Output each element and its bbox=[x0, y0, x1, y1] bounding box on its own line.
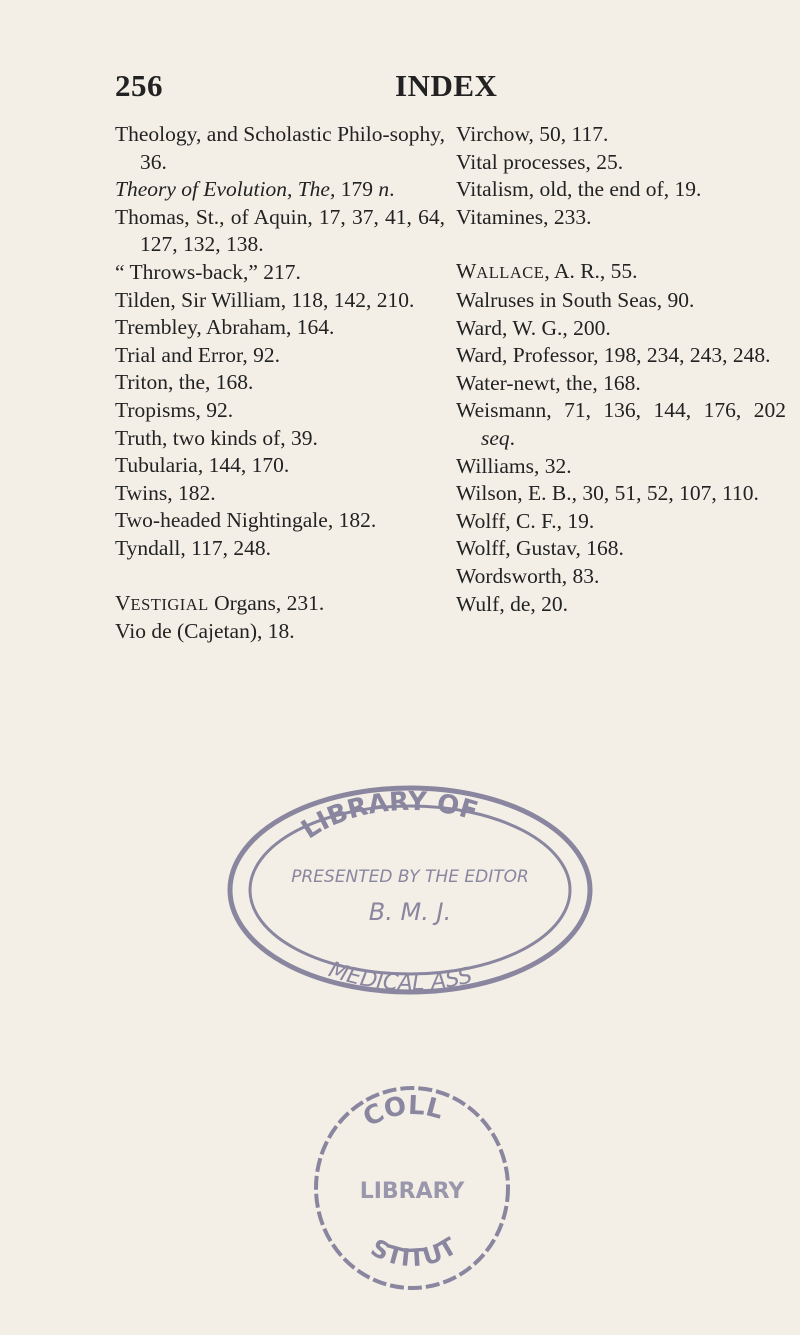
index-entry: Triton, the, 168. bbox=[115, 370, 254, 395]
index-entry: “ Throws-back,” 217. bbox=[115, 259, 301, 284]
stamp-outer-ring bbox=[230, 788, 590, 992]
index-entry: Water-newt, the, 168. bbox=[456, 370, 641, 395]
index-entry: WALLACE, A. R., 55. bbox=[456, 259, 638, 284]
page-header bbox=[0, 68, 800, 108]
index-entry: Tyndall, 117, 248. bbox=[115, 535, 271, 560]
index-entry: Weismann, 71, 136, 144, 176, 202 seq. bbox=[456, 398, 786, 450]
index-entry: Two-headed Nightingale, 182. bbox=[115, 508, 377, 533]
stamp-bottom-text: MEDICAL ASS bbox=[325, 957, 475, 997]
index-entry: Tropisms, 92. bbox=[115, 397, 234, 422]
index-entry: Trembley, Abraham, 164. bbox=[115, 315, 335, 340]
index-entry: Ward, Professor, 198, 234, 243, 248. bbox=[456, 343, 771, 368]
index-entry: Wilson, E. B., 30, 51, 52, 107, 110. bbox=[456, 481, 759, 506]
index-entry: Williams, 32. bbox=[456, 453, 572, 478]
stamp-middle-text: LIBRARY bbox=[359, 1179, 465, 1204]
index-entry: Tubularia, 144, 170. bbox=[115, 453, 290, 478]
letter-section-gap bbox=[115, 563, 445, 590]
stamp-inner-ring bbox=[250, 806, 570, 974]
college-library-stamp bbox=[310, 1080, 515, 1295]
index-entry: Vio de (Cajetan), 18. bbox=[115, 619, 295, 644]
stamp-top-text: LIBRARY OF bbox=[296, 786, 482, 846]
index-entry: Wordsworth, 83. bbox=[456, 563, 600, 588]
library-stamp-oval bbox=[220, 780, 600, 1000]
index-entry: Vitamines, 233. bbox=[456, 204, 592, 229]
stamp-lower-text: B. M. J. bbox=[368, 898, 452, 926]
index-entry: Trial and Error, 92. bbox=[115, 342, 280, 367]
index-entry: Vitalism, old, the end of, 19. bbox=[456, 177, 702, 202]
index-entry: Theory of Evolution, The, 179 n. bbox=[115, 177, 395, 202]
index-column-left bbox=[115, 121, 445, 646]
index-entry: Thomas, St., of Aquin, 17, 37, 41, 64, 127, 132, 138. bbox=[115, 204, 445, 257]
index-entry: Virchow, 50, 117. bbox=[456, 122, 609, 146]
index-entry: VESTIGIAL Organs, 231. bbox=[115, 590, 325, 615]
index-entry: Twins, 182. bbox=[115, 480, 216, 505]
index-entry: Truth, two kinds of, 39. bbox=[115, 425, 318, 450]
page-title: INDEX bbox=[395, 68, 498, 103]
letter-section-gap bbox=[456, 231, 786, 258]
index-entry: Tilden, Sir William, 118, 142, 210. bbox=[115, 287, 415, 312]
stamp-middle-text: PRESENTED BY THE EDITOR bbox=[291, 867, 529, 887]
page-number: 256 bbox=[115, 68, 163, 103]
index-entry: Ward, W. G., 200. bbox=[456, 315, 611, 340]
index-entry: Walruses in South Seas, 90. bbox=[456, 287, 695, 312]
index-entry: Wolff, C. F., 19. bbox=[456, 508, 595, 533]
index-entry: Vital processes, 25. bbox=[456, 149, 624, 174]
stamp-top-text: COLL bbox=[358, 1090, 447, 1134]
index-entry: Wolff, Gustav, 168. bbox=[456, 536, 624, 561]
index-entry: Theology, and Scholastic Philo-sophy, 36. bbox=[115, 122, 445, 174]
stamp-bottom-text: STITUT bbox=[366, 1232, 462, 1273]
index-entry: Wulf, de, 20. bbox=[456, 591, 568, 616]
index-column-right bbox=[456, 121, 786, 618]
